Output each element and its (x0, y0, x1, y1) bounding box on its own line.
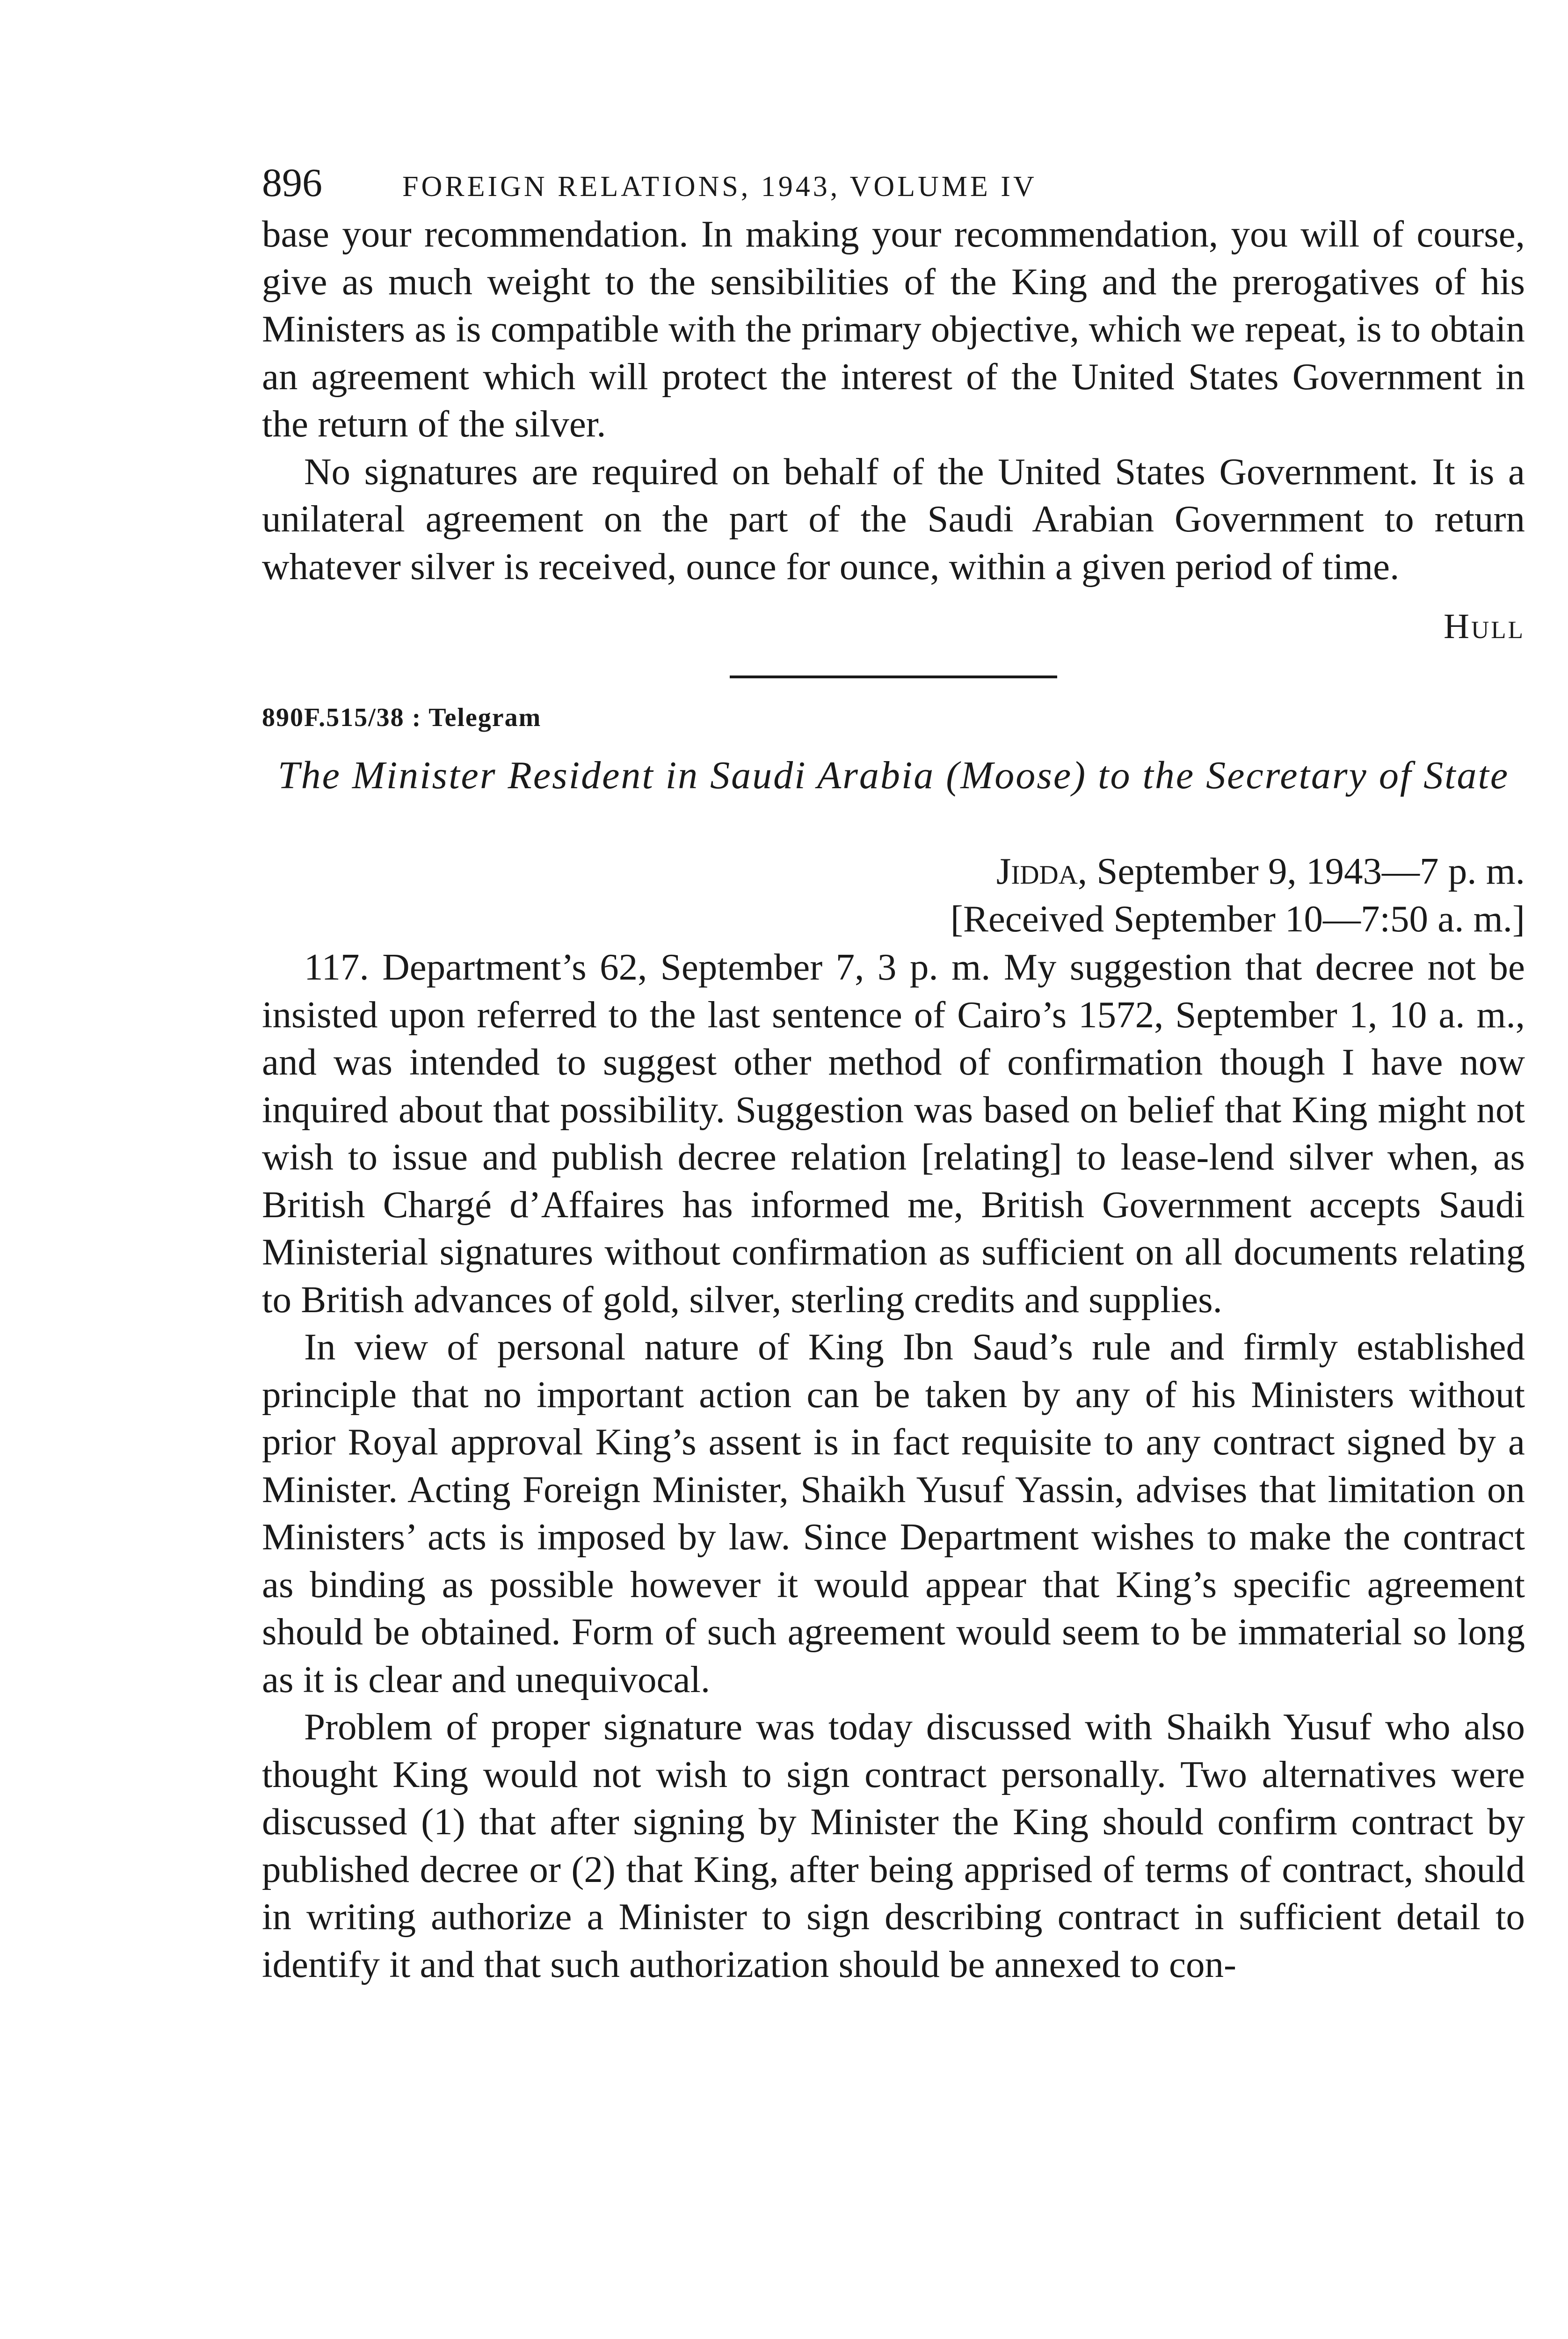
paragraph-personal-nature: In view of personal nature of King Ibn Saud’s rule and firmly established principle that no important action can be taken by any of his Ministers without prior Royal approval King’s assent is in fact requisite to any contract signed by a Minister. Acting Foreign Minister, Shaikh Yusuf Yassin, advises that limitation on Ministers’ acts is imposed by law. Since Department wishes to make the contract as binding as possible however it would appear that King’s specific agreement should be obtained. Form of such agreement would seem to be immaterial so long as it is clear and unequivocal. (262, 1326, 1525, 1700)
section-divider (730, 676, 1057, 678)
dateline (262, 848, 1525, 943)
signature-hull: Hull (1444, 607, 1525, 646)
page-number: 896 (262, 160, 322, 205)
dateline-place: Jidda, (996, 850, 1088, 892)
file-number: 890F.515/38 : Telegram (262, 703, 542, 732)
dateline-sent (262, 848, 1525, 895)
running-head (262, 159, 1525, 211)
paragraph-proper-signature: Problem of proper signature was today discussed with Shaikh Yusuf who also thought King would not wish to sign contract personally. Two alternatives were discussed (1) that after signing by Minister the King should confirm contract by published decree or (2) that King, after being apprised of terms of contract, should in writing authorize a Minister to sign describing contract in sufficient detail to identify it and that such authorization should be annexed to con- (262, 1706, 1525, 1985)
paragraph-117: 117. Department’s 62, September 7, 3 p. m. My suggestion that decree not be insisted upon referred to the last sentence of Cairo’s 1572, September 1, 10 a. m., and was intended to suggest other method of confirmation though I have now inquired about that possibility. Suggestion was based on belief that King might not wish to issue and publish decree relation [relating] to lease-lend silver when, as British Chargé d’Affaires has informed me, British Government accepts Saudi Ministerial signatures without confirmation as sufficient on all documents relating to British advances of gold, silver, sterling credits and supplies. (262, 946, 1525, 1321)
dateline-sent-time: September 9, 1943—7 p. m. (1096, 850, 1525, 892)
document-page (262, 159, 1525, 1988)
document-title: The Minister Resident in Saudi Arabia (Moose) to the Secretary of State (277, 754, 1510, 797)
dateline-received: [Received September 10—7:50 a. m.] (950, 897, 1525, 940)
running-head-title: FOREIGN RELATIONS, 1943, VOLUME IV (402, 171, 1037, 203)
paragraph-no-signatures: No signatures are required on behalf of the United States Government. It is a unilateral agreement on the part of the Saudi Arabian Government to return whatever silver is received, ounce for ounce, within a given period of time. (262, 450, 1525, 588)
paragraph-continued: base your recommendation. In making your recommendation, you will of course, give as much weight to the sensibilities of the King and the prerogatives of his Ministers as is compatible with the primary objective, which we repeat, is to obtain an agreement which will protect the interest of the United States Government in the return of the silver. (262, 213, 1525, 445)
